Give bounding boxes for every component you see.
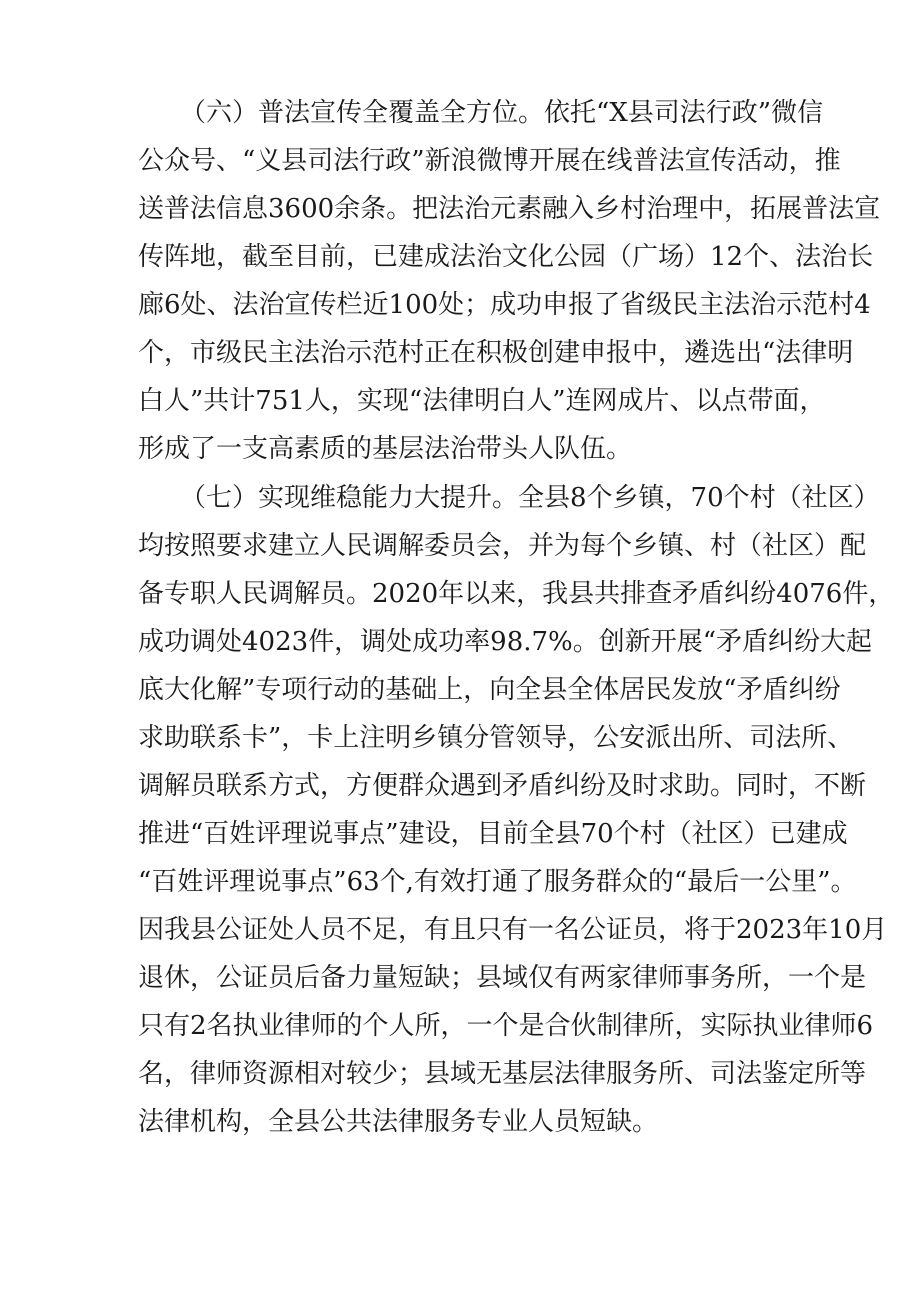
paragraph-6-line-3: 送普法信息3600余条。把法治元素融入乡村治理中，拓展普法宣 — [138, 194, 881, 224]
paragraph-7-line-6: 求助联系卡”，卡上注明乡镇分管领导，公安派出所、司法所、 — [138, 723, 854, 753]
paragraph-6-line-7: 白人”共计751人，实现“法律明白人”连网成片、以点带面， — [138, 386, 826, 416]
paragraph-7-line-12: 只有2名执业律师的个人所，一个是合伙制律所，实际执业律师6 — [138, 1011, 874, 1041]
paragraph-7-line-3: 备专职人民调解员。2020年以来，我县共排查矛盾纠纷4076件， — [138, 579, 895, 609]
paragraph-7-line-1: （七）实现维稳能力大提升。全县8个乡镇，70个村（社区） — [180, 483, 880, 513]
paragraph-7-line-14: 法律机构，全县公共法律服务专业人员短缺。 — [138, 1107, 659, 1137]
paragraph-7-line-10: 因我县公证处人员不足，有且只有一名公证员，将于2023年10月 — [138, 915, 888, 945]
paragraph-7-line-8: 推进“百姓评理说事点”建设，目前全县70个村（社区）已建成 — [138, 819, 848, 849]
paragraph-7-line-5: 底大化解”专项行动的基础上，向全县全体居民发放“矛盾纠纷 — [138, 675, 841, 705]
paragraph-6-line-4: 传阵地，截至目前，已建成法治文化公园（广场）12个、法治长 — [138, 242, 874, 272]
paragraph-7-line-7: 调解员联系方式，方便群众遇到矛盾纠纷及时求助。同时，不断 — [138, 771, 867, 801]
paragraph-6-line-1: （六）普法宣传全覆盖全方位。依托“X县司法行政”微信 — [180, 98, 824, 128]
paragraph-7-line-4: 成功调处4023件，调处成功率98.7%。创新开展“矛盾纠纷大起 — [138, 627, 873, 657]
paragraph-6-line-5: 廊6处、法治宣传栏近100处；成功申报了省级民主法治示范村4 — [138, 290, 871, 320]
paragraph-6-line-6: 个，市级民主法治示范村正在积极创建申报中，遴选出“法律明 — [138, 338, 854, 368]
paragraph-7-line-11: 退休，公证员后备力量短缺；县域仅有两家律师事务所，一个是 — [138, 963, 867, 993]
paragraph-7-line-9: “百姓评理说事点”63个,有效打通了服务群众的“最后一公里”。 — [138, 867, 857, 897]
paragraph-7-line-2: 均按照要求建立人民调解委员会，并为每个乡镇、村（社区）配 — [138, 531, 867, 561]
paragraph-7-line-13: 名，律师资源相对较少；县域无基层法律服务所、司法鉴定所等 — [138, 1059, 867, 1089]
paragraph-6-line-2: 公众号、“义县司法行政”新浪微博开展在线普法宣传活动，推 — [138, 146, 841, 176]
paragraph-6-line-8: 形成了一支高素质的基层法治带头人队伍。 — [138, 434, 633, 464]
